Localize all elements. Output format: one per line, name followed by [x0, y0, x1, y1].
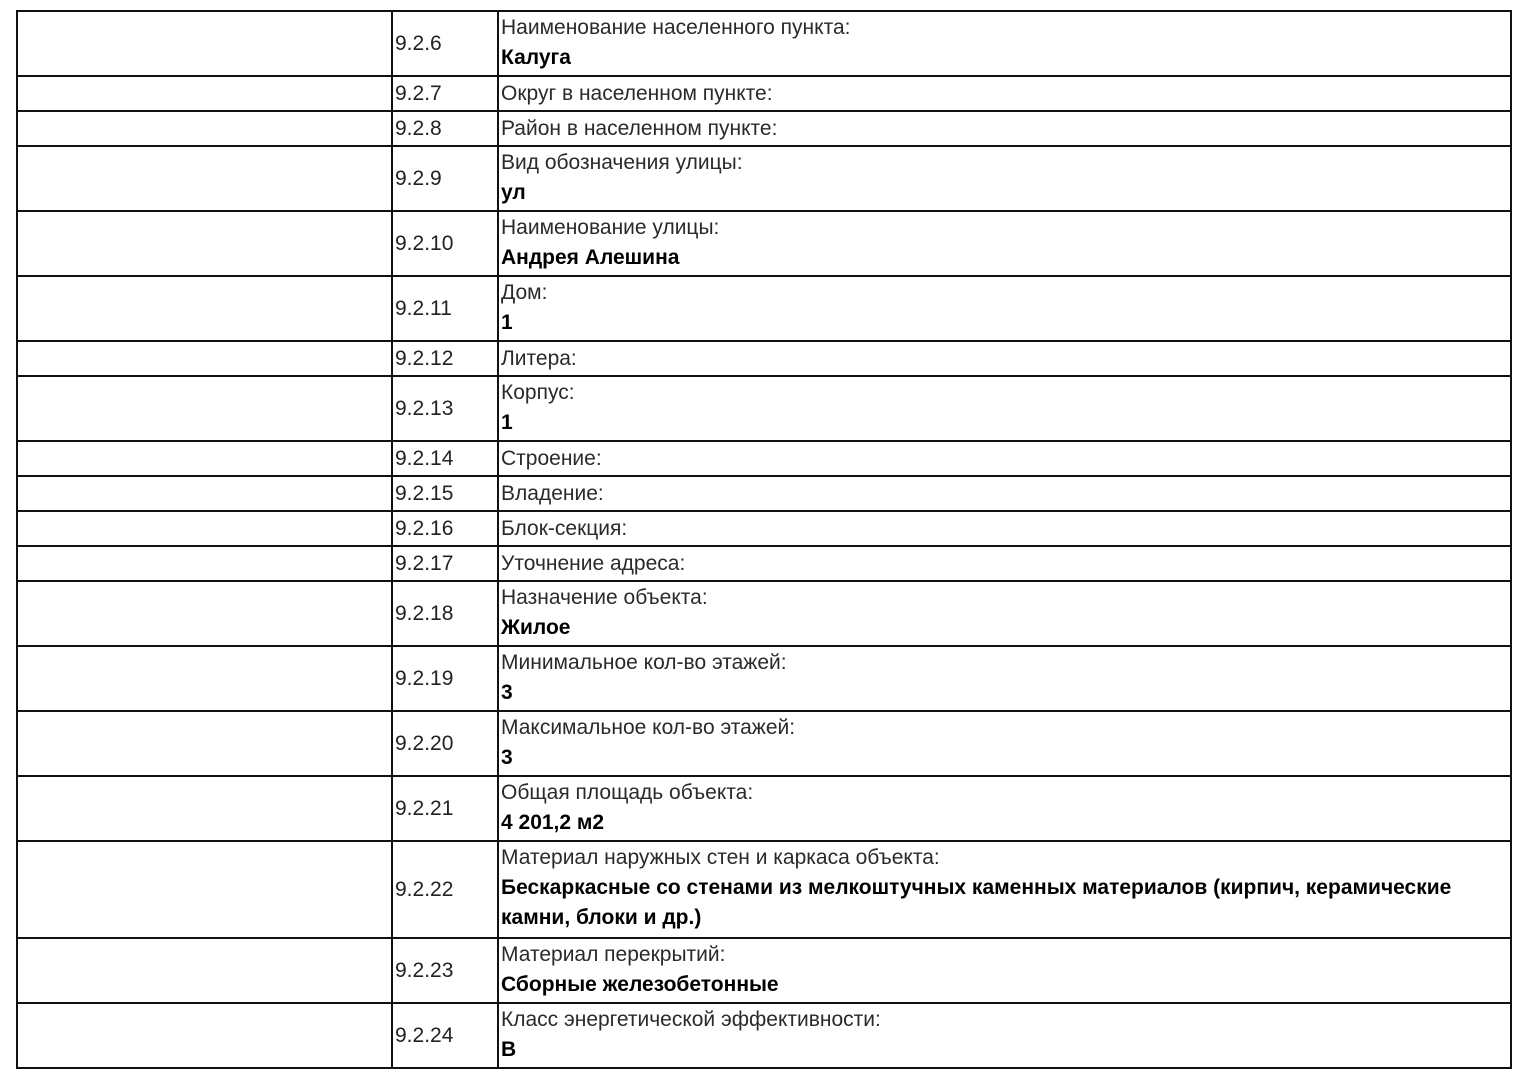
empty-cell [17, 376, 392, 441]
empty-cell [17, 711, 392, 776]
empty-cell [17, 646, 392, 711]
table-row [17, 511, 1511, 546]
table-row [17, 441, 1511, 476]
item-number: 9.2.9 [392, 146, 498, 211]
item-content [498, 938, 1511, 1003]
item-label: Минимальное кол-во этажей: [501, 651, 787, 674]
item-content [498, 111, 1511, 146]
empty-cell [17, 111, 392, 146]
item-content [498, 711, 1511, 776]
empty-cell [17, 511, 392, 546]
item-label: Вид обозначения улицы: [501, 151, 743, 174]
empty-cell [17, 776, 392, 841]
item-label: Округ в населенном пункте: [501, 81, 773, 105]
item-value: ул [501, 181, 526, 204]
item-value: 1 [501, 411, 513, 434]
item-content [498, 146, 1511, 211]
empty-cell [17, 146, 392, 211]
empty-cell [17, 546, 392, 581]
item-number: 9.2.22 [392, 841, 498, 938]
item-content [498, 511, 1511, 546]
item-number: 9.2.8 [392, 111, 498, 146]
item-number: 9.2.15 [392, 476, 498, 511]
table-row [17, 776, 1511, 841]
item-label: Район в населенном пункте: [501, 116, 778, 140]
empty-cell [17, 11, 392, 76]
item-value: Калуга [501, 46, 571, 69]
item-label: Наименование населенного пункта: [501, 16, 851, 39]
table-row [17, 111, 1511, 146]
table-row [17, 546, 1511, 581]
table-row [17, 1003, 1511, 1068]
item-value: B [501, 1038, 517, 1061]
item-label: Наименование улицы: [501, 216, 720, 239]
table-row [17, 938, 1511, 1003]
empty-cell [17, 476, 392, 511]
item-number: 9.2.19 [392, 646, 498, 711]
table-row [17, 711, 1511, 776]
item-number: 9.2.20 [392, 711, 498, 776]
item-number: 9.2.7 [392, 76, 498, 111]
item-number: 9.2.12 [392, 341, 498, 376]
item-number: 9.2.21 [392, 776, 498, 841]
table-row [17, 646, 1511, 711]
empty-cell [17, 276, 392, 341]
table-row [17, 276, 1511, 341]
object-info-table [16, 10, 1512, 1069]
item-label: Материал перекрытий: [501, 943, 726, 966]
item-value: 3 [501, 681, 513, 704]
item-label: Уточнение адреса: [501, 551, 686, 575]
item-content [498, 441, 1511, 476]
item-label: Корпус: [501, 381, 575, 404]
item-content [498, 841, 1511, 938]
item-content [498, 646, 1511, 711]
item-label: Строение: [501, 446, 602, 470]
empty-cell [17, 938, 392, 1003]
empty-cell [17, 581, 392, 646]
item-label: Дом: [501, 281, 548, 304]
item-content [498, 1003, 1511, 1068]
item-label: Литера: [501, 346, 577, 370]
item-content [498, 341, 1511, 376]
item-content [498, 776, 1511, 841]
item-value: Бескаркасные со стенами из мелкоштучных каменных материалов (кирпич, керамические камни, блоки и др.) [501, 876, 1452, 929]
table-row [17, 476, 1511, 511]
item-content [498, 546, 1511, 581]
table-row [17, 841, 1511, 938]
item-content [498, 476, 1511, 511]
table-row [17, 376, 1511, 441]
item-number: 9.2.23 [392, 938, 498, 1003]
item-label: Материал наружных стен и каркаса объекта: [501, 846, 940, 869]
item-number: 9.2.6 [392, 11, 498, 76]
item-number: 9.2.16 [392, 511, 498, 546]
item-number: 9.2.10 [392, 211, 498, 276]
item-label: Класс энергетической эффективности: [501, 1008, 881, 1031]
item-label: Назначение объекта: [501, 586, 708, 609]
item-value: 3 [501, 746, 513, 769]
item-label: Максимальное кол-во этажей: [501, 716, 796, 739]
item-value: Сборные железобетонные [501, 973, 779, 996]
item-number: 9.2.18 [392, 581, 498, 646]
empty-cell [17, 76, 392, 111]
item-content [498, 581, 1511, 646]
item-number: 9.2.14 [392, 441, 498, 476]
item-value: 4 201,2 м2 [501, 811, 605, 834]
item-label: Владение: [501, 481, 604, 505]
item-value: 1 [501, 311, 513, 334]
item-value: Андрея Алешина [501, 246, 680, 269]
empty-cell [17, 211, 392, 276]
item-number: 9.2.13 [392, 376, 498, 441]
item-value: Жилое [501, 616, 571, 639]
item-label: Блок-секция: [501, 516, 628, 540]
item-content [498, 11, 1511, 76]
table-row [17, 581, 1511, 646]
table-row [17, 341, 1511, 376]
table-row [17, 11, 1511, 76]
item-content [498, 211, 1511, 276]
item-number: 9.2.11 [392, 276, 498, 341]
empty-cell [17, 441, 392, 476]
item-label: Общая площадь объекта: [501, 781, 754, 804]
item-content [498, 276, 1511, 341]
table-row [17, 211, 1511, 276]
table-row [17, 146, 1511, 211]
empty-cell [17, 341, 392, 376]
table-row [17, 76, 1511, 111]
item-number: 9.2.24 [392, 1003, 498, 1068]
item-number: 9.2.17 [392, 546, 498, 581]
empty-cell [17, 841, 392, 938]
item-content [498, 376, 1511, 441]
empty-cell [17, 1003, 392, 1068]
item-content [498, 76, 1511, 111]
